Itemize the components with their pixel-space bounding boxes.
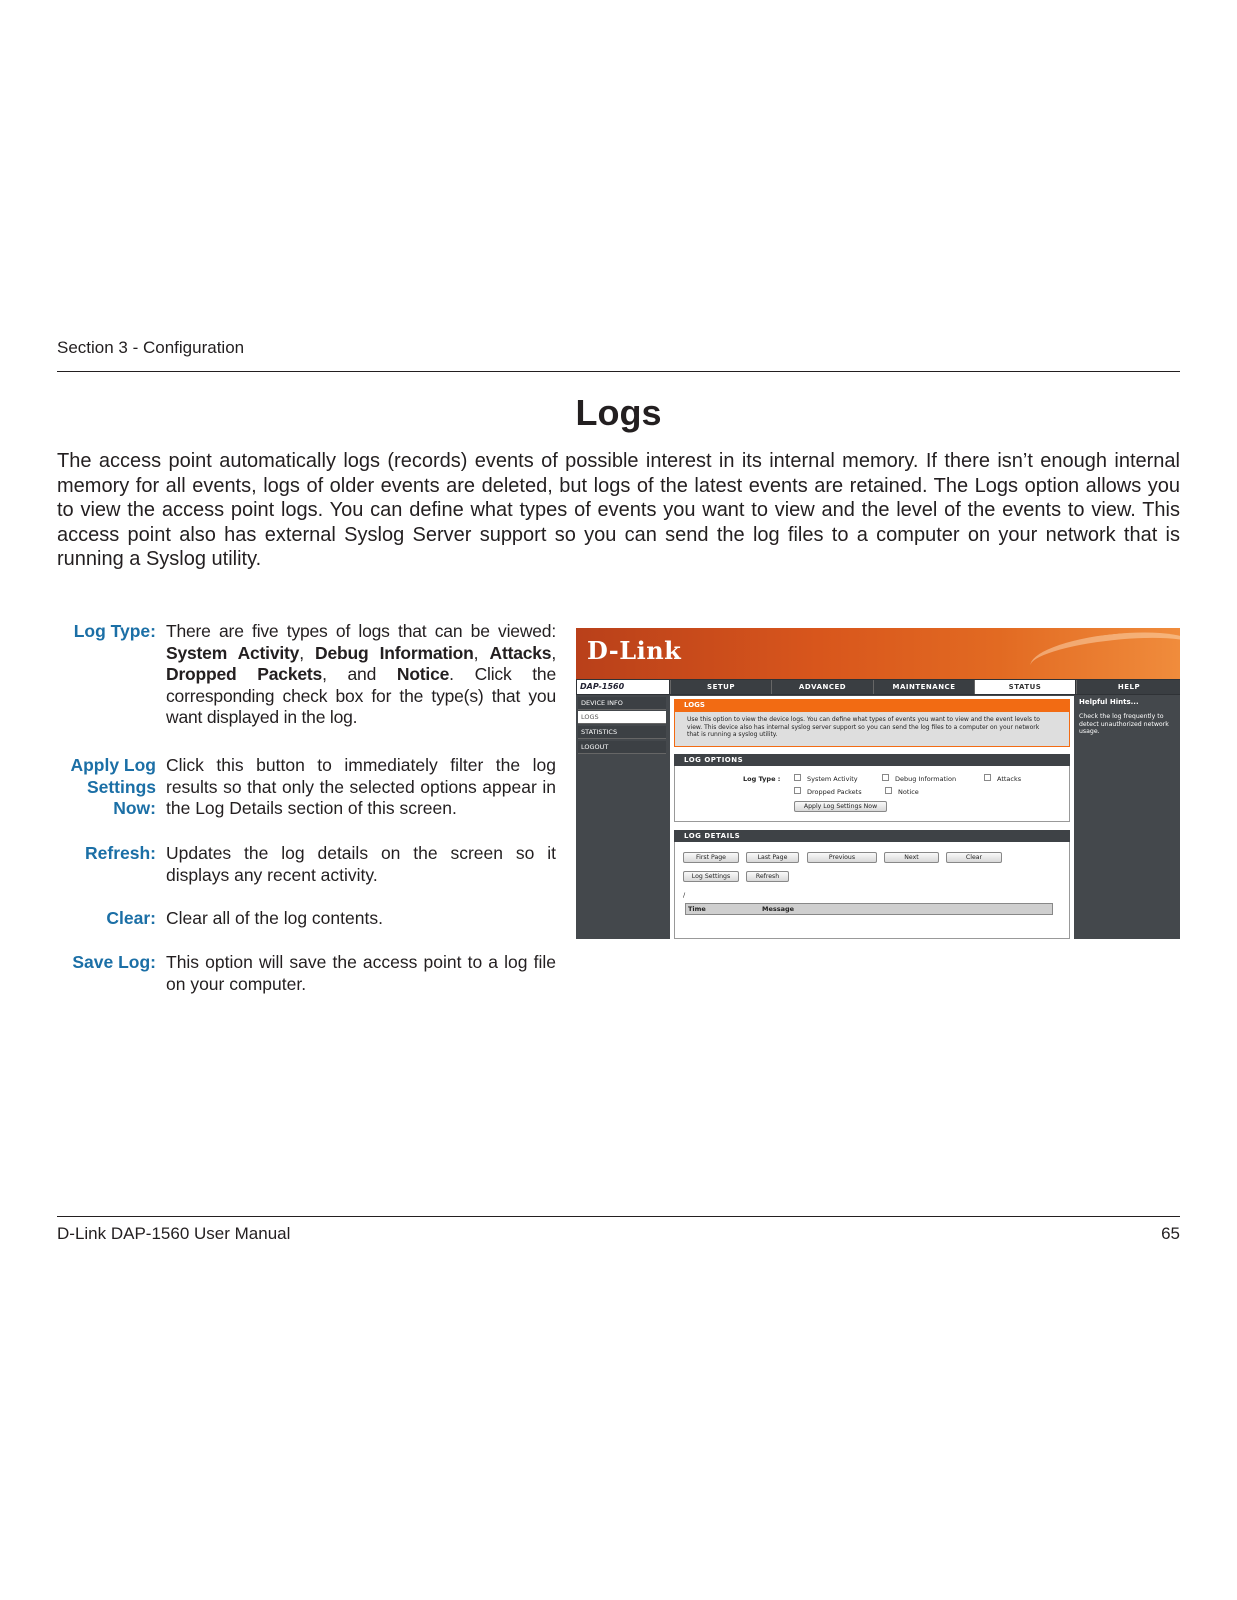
tab-maintenance[interactable]: MAINTENANCE: [873, 680, 974, 694]
logs-intro-box: [674, 711, 1070, 747]
term-clear: Clear:: [106, 908, 156, 928]
log-options-panel: [674, 766, 1070, 822]
previous-button[interactable]: Previous: [807, 852, 877, 863]
tab-help[interactable]: HELP: [1076, 680, 1180, 694]
help-title: Helpful Hints...: [1079, 698, 1139, 706]
brand-banner: [576, 628, 1180, 679]
first-page-button[interactable]: First Page: [683, 852, 739, 863]
model-label: DAP-1560: [577, 680, 669, 694]
desc-refresh: Updates the log details on the screen so it displays any recent activity.: [166, 843, 556, 885]
help-panel: [1076, 696, 1180, 939]
logs-intro-text: Use this option to view the device logs. You can define what types of events you want to view and the event levels to view. This device also has internal syslog server support so you can send the log files to a computer on your network that is running a syslog utility.: [687, 716, 1040, 739]
column-time: Time: [688, 905, 706, 913]
log-details-header: LOG DETAILS: [674, 830, 1070, 842]
section-label: Section 3 - Configuration: [57, 338, 245, 357]
log-options-header: LOG OPTIONS: [674, 754, 1070, 766]
attacks-checkbox[interactable]: [984, 774, 991, 781]
term-apply-log-settings: Apply Log Settings Now:: [70, 755, 156, 818]
sidebar-item-device-info[interactable]: DEVICE INFO: [578, 697, 666, 710]
desc-apply-log-settings: Click this button to immediately filter the log results so that only the selected options appear in the Log Details section of this screen.: [166, 755, 556, 818]
tab-status[interactable]: STATUS: [974, 680, 1075, 694]
intro-paragraph: The access point automatically logs (records) events of possible interest in its internal memory. If there isn’t enough internal memory for all events, logs of older events are deleted, but logs of the latest events are retained. The Logs option allows you to view the access point logs. You can define what types of events you want to view and the level of the events to view. This access point also has external Syslog Server support so you can send the log files to a computer on your network that is running a Syslog utility.: [57, 450, 1180, 571]
log-settings-button[interactable]: Log Settings: [683, 871, 739, 882]
content-area: [670, 696, 1074, 939]
logs-header: LOGS: [674, 699, 1070, 711]
notice-checkbox[interactable]: [885, 787, 892, 794]
page-number: 65: [1161, 1224, 1180, 1243]
log-table-header: [685, 903, 1053, 915]
apply-log-settings-button[interactable]: Apply Log Settings Now: [794, 801, 887, 812]
attacks-label: Attacks: [997, 775, 1022, 783]
page-title: Logs: [575, 392, 662, 433]
next-button[interactable]: Next: [884, 852, 939, 863]
dropped-packets-checkbox[interactable]: [794, 787, 801, 794]
desc-clear: Clear all of the log contents.: [166, 908, 383, 928]
debug-information-label: Debug Information: [895, 775, 957, 783]
sidebar-item-logout[interactable]: LOGOUT: [578, 741, 666, 754]
desc-log-type: There are five types of logs that can be viewed: System Activity, Debug Information, Attacks, Dropped Packets, and Notice. Click the corresponding check box for the type(s) that you want displayed in the log.: [166, 621, 556, 727]
router-screenshot: [576, 628, 1180, 939]
footer-manual-title: D-Link DAP-1560 User Manual: [57, 1224, 291, 1243]
debug-information-checkbox[interactable]: [882, 774, 889, 781]
refresh-button[interactable]: Refresh: [746, 871, 789, 882]
term-refresh: Refresh:: [85, 843, 156, 863]
dropped-packets-label: Dropped Packets: [807, 788, 862, 796]
log-details-panel: [674, 842, 1070, 939]
sidebar-item-logs[interactable]: LOGS: [578, 711, 666, 724]
system-activity-label: System Activity: [807, 775, 858, 783]
system-activity-checkbox[interactable]: [794, 774, 801, 781]
column-message: Message: [762, 905, 795, 913]
clear-button[interactable]: Clear: [946, 852, 1002, 863]
tab-advanced[interactable]: ADVANCED: [771, 680, 873, 694]
desc-save-log: This option will save the access point to a log file on your computer.: [166, 952, 556, 994]
notice-label: Notice: [898, 788, 919, 796]
header-rule: [57, 371, 1180, 372]
last-page-button[interactable]: Last Page: [746, 852, 799, 863]
footer-rule: [57, 1216, 1180, 1217]
sidebar-item-statistics[interactable]: STATISTICS: [578, 726, 666, 739]
dlink-logo: D-Link: [587, 636, 682, 665]
term-save-log: Save Log:: [72, 952, 156, 972]
help-text: Check the log frequently to detect unauthorized network usage.: [1079, 713, 1169, 735]
log-type-label: Log Type :: [743, 775, 781, 783]
tab-setup[interactable]: SETUP: [670, 680, 771, 694]
page-indicator: /: [683, 891, 686, 899]
term-log-type: Log Type:: [73, 621, 156, 641]
